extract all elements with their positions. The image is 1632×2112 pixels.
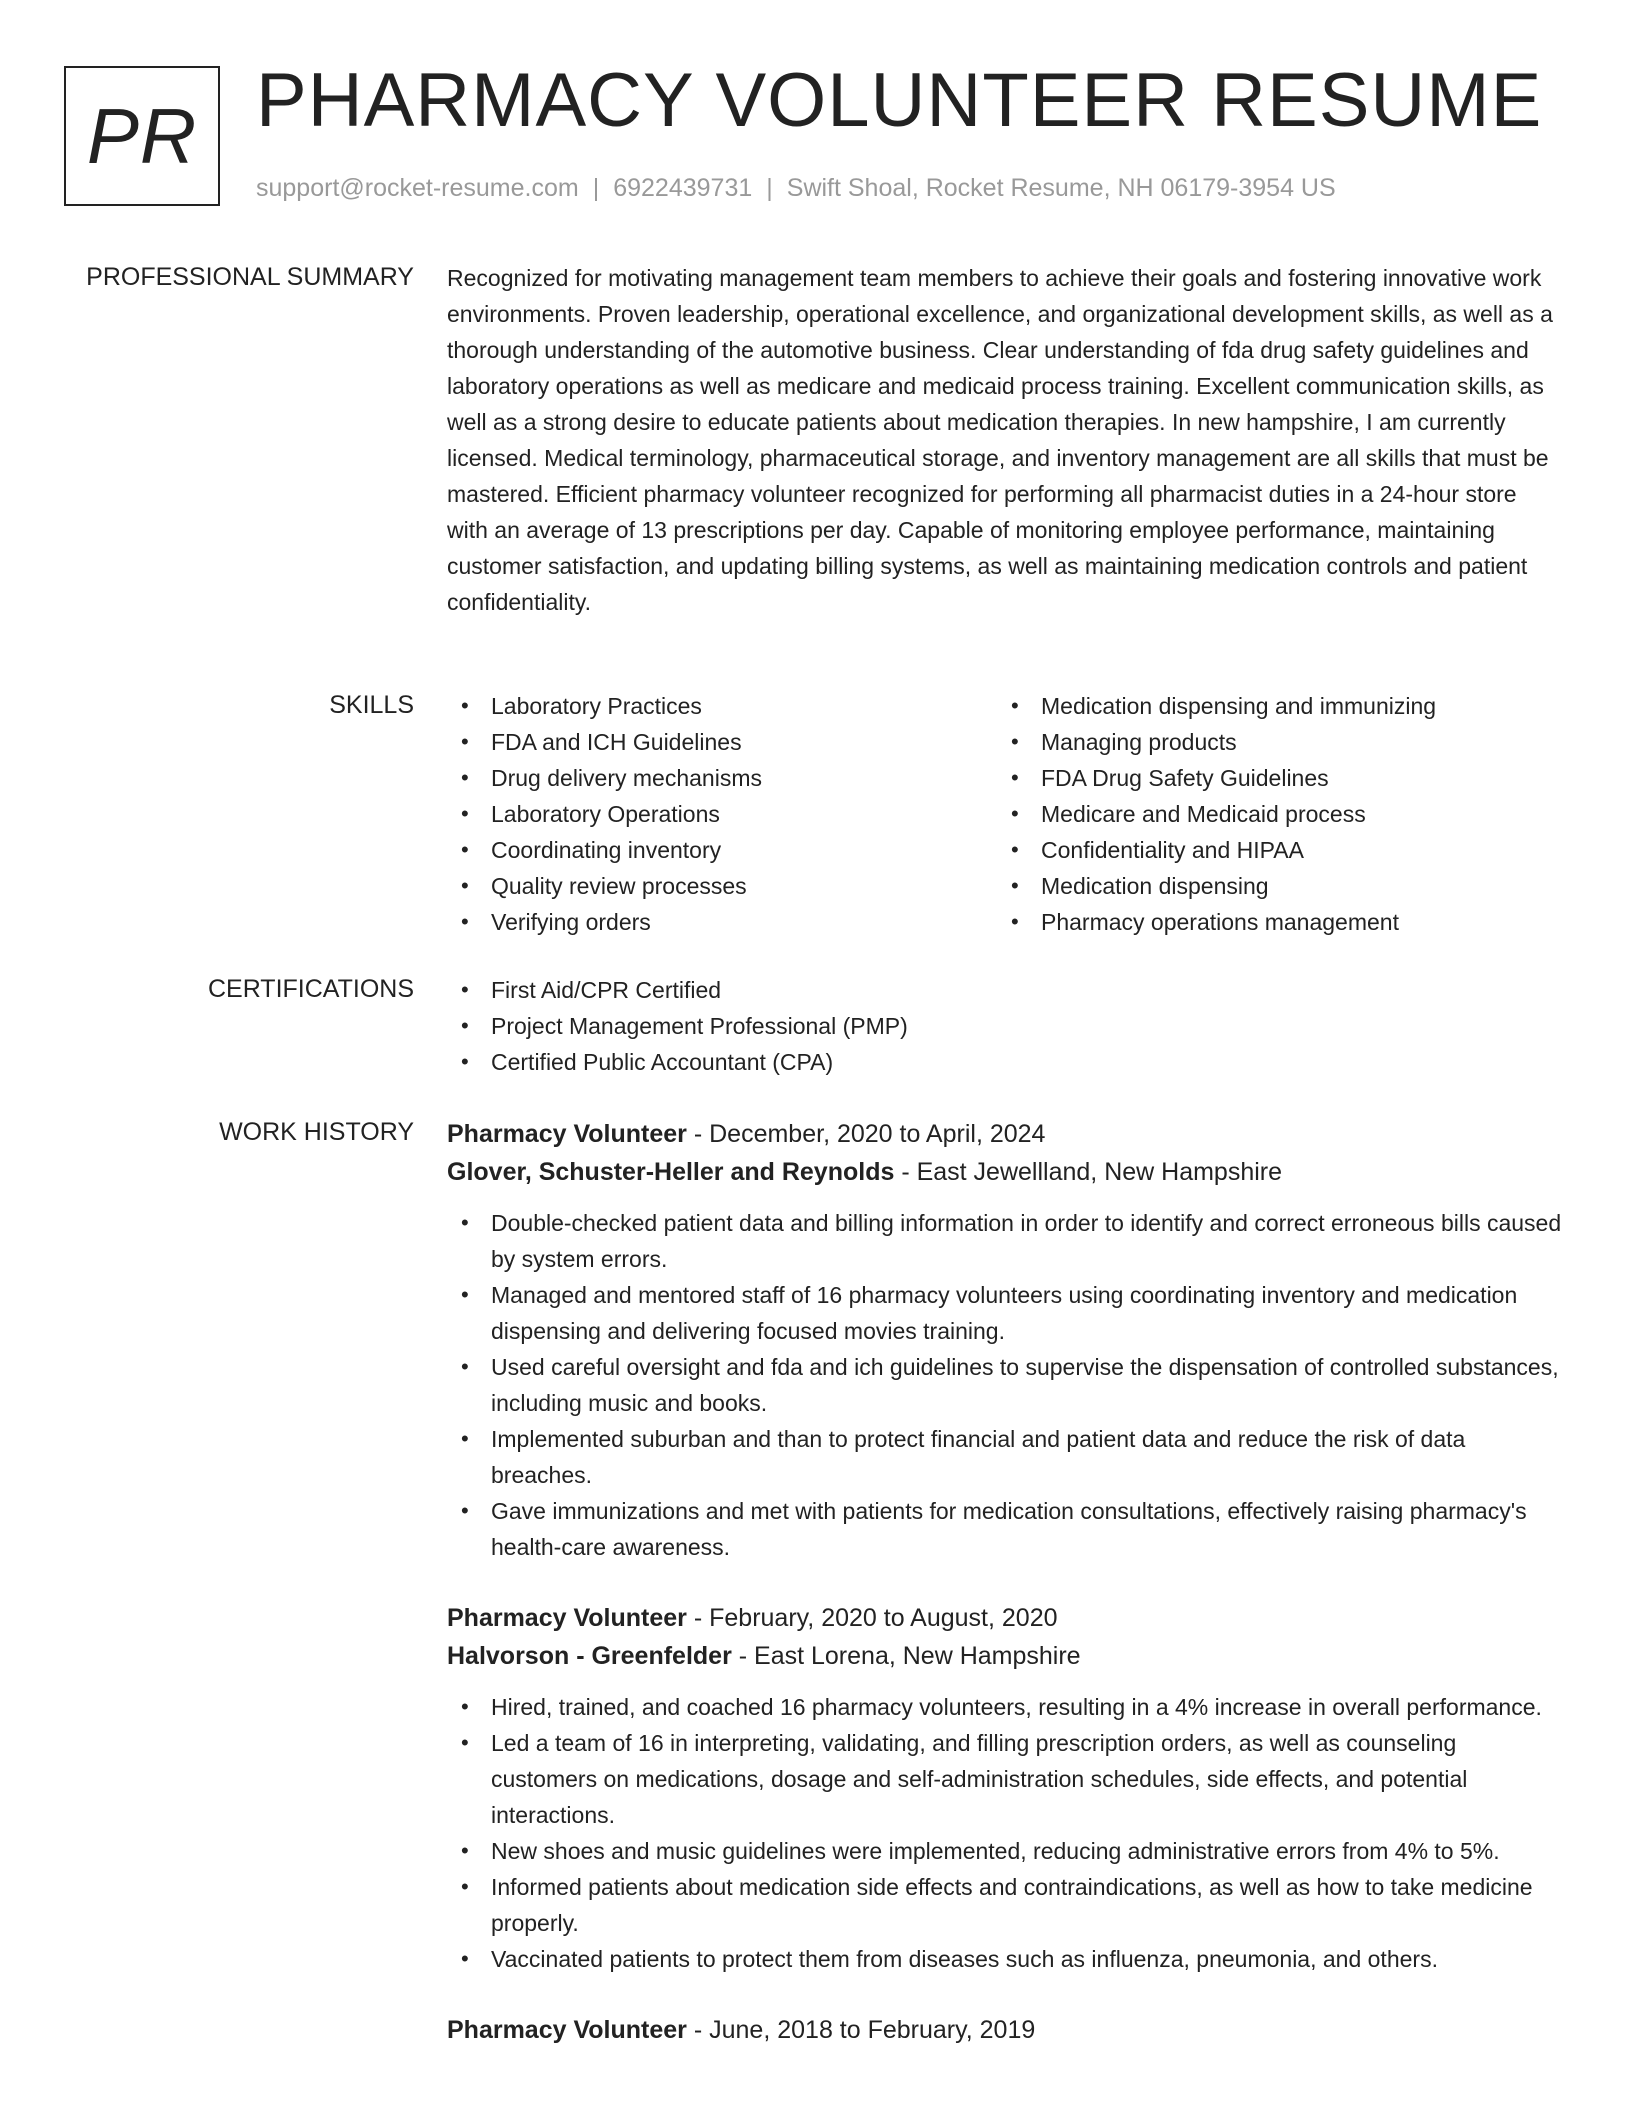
contact-email[interactable]: support@rocket-resume.com <box>256 174 579 202</box>
skills-label: SKILLS <box>329 691 414 719</box>
job-location: - East Jewellland, New Hampshire <box>894 1158 1283 1186</box>
monogram-initials: PR <box>86 91 198 180</box>
contact-address: Swift Shoal, Rocket Resume, NH 06179-3954 US <box>786 174 1336 202</box>
certifications-label: CERTIFICATIONS <box>207 975 414 1003</box>
job-title: Pharmacy Volunteer <box>447 2016 687 2044</box>
job-title-line <box>447 2011 1562 2049</box>
job-bullet: • Vaccinated patients to protect them from diseases such as influenza, pneumonia, and others. <box>447 1941 1562 1977</box>
contact-line <box>256 174 1336 203</box>
job-entry <box>447 2011 1562 2049</box>
job-bullet: • Double-checked patient data and billing information in order to identify and correct erroneous bills caused by system errors. <box>447 1205 1562 1277</box>
skill-item: • Medicare and Medicaid process <box>997 796 1547 832</box>
skill-item: • Laboratory Operations <box>447 796 997 832</box>
job-dates: - December, 2020 to April, 2024 <box>686 1120 1046 1148</box>
skill-item: • Confidentiality and HIPAA <box>997 832 1547 868</box>
certification-item: • Project Management Professional (PMP) <box>447 1008 1562 1044</box>
certification-item: • Certified Public Accountant (CPA) <box>447 1044 1562 1080</box>
skill-item: • Drug delivery mechanisms <box>447 760 997 796</box>
job-company-line <box>447 1637 1562 1675</box>
certifications-list <box>447 972 1562 1080</box>
job-bullet: • Led a team of 16 in interpreting, validating, and filling prescription orders, as well as counseling customers on medications, dosage and self-administration schedules, side effects, and potential interactions. <box>447 1725 1562 1833</box>
job-bullet: • New shoes and music guidelines were implemented, reducing administrative errors from 4% to 5%. <box>447 1833 1562 1869</box>
contact-separator: | <box>592 174 600 202</box>
skill-item: • Pharmacy operations management <box>997 904 1547 940</box>
job-entry <box>447 1599 1562 1977</box>
work-label: WORK HISTORY <box>219 1118 414 1146</box>
certification-item: • First Aid/CPR Certified <box>447 972 1562 1008</box>
skill-item: • FDA and ICH Guidelines <box>447 724 997 760</box>
summary-text: Recognized for motivating management team members to achieve their goals and fostering innovative work environments. Proven leadership, operational excellence, and organizational development skills, as well as a thorough understanding of the automotive business. Clear understanding of fda drug safety guidelines and laboratory operations as well as medicare and medicaid process training. Excellent communication skills, as well as a strong desire to educate patients about medication therapies. In new hampshire, I am currently licensed. Medical terminology, pharmaceutical storage, and inventory management are all skills that must be mastered. Efficient pharmacy volunteer recognized for performing all pharmacist duties in a 24-hour store with an average of 13 prescriptions per day. Capable of monitoring employee performance, maintaining customer satisfaction, and updating billing systems, as well as maintaining medication controls and patient confidentiality. <box>447 265 1553 615</box>
job-company: Glover, Schuster-Heller and Reynolds <box>447 1158 895 1186</box>
job-bullet: • Managed and mentored staff of 16 pharmacy volunteers using coordinating inventory and medication dispensing and delivering focused movies training. <box>447 1277 1562 1349</box>
job-dates: - February, 2020 to August, 2020 <box>686 1604 1058 1632</box>
skill-item: • Coordinating inventory <box>447 832 997 868</box>
summary-label: PROFESSIONAL SUMMARY <box>86 263 414 291</box>
job-bullets <box>447 1689 1562 1977</box>
job-bullet: • Hired, trained, and coached 16 pharmacy volunteers, resulting in a 4% increase in overall performance. <box>447 1689 1562 1725</box>
job-bullets <box>447 1205 1562 1565</box>
work-body <box>447 1115 1562 2083</box>
skill-item: • FDA Drug Safety Guidelines <box>997 760 1547 796</box>
job-bullet: • Used careful oversight and fda and ich guidelines to supervise the dispensation of controlled substances, including music and books. <box>447 1349 1562 1421</box>
resume-title: PHARMACY VOLUNTEER RESUME <box>256 58 1543 143</box>
job-title: Pharmacy Volunteer <box>447 1604 687 1632</box>
monogram-box <box>64 66 220 206</box>
job-company-line <box>447 1153 1562 1191</box>
skill-item: • Managing products <box>997 724 1547 760</box>
job-entry <box>447 1115 1562 1565</box>
job-bullet: • Gave immunizations and met with patients for medication consultations, effectively raising pharmacy's health-care awareness. <box>447 1493 1562 1565</box>
job-dates: - June, 2018 to February, 2019 <box>686 2016 1036 2044</box>
skill-item: • Laboratory Practices <box>447 688 997 724</box>
certifications-body <box>447 972 1562 1080</box>
job-title-line <box>447 1599 1562 1637</box>
job-title: Pharmacy Volunteer <box>447 1120 687 1148</box>
contact-separator: | <box>766 174 773 202</box>
skill-item: • Medication dispensing and immunizing <box>997 688 1547 724</box>
job-location: - East Lorena, New Hampshire <box>731 1642 1081 1670</box>
job-bullet: • Informed patients about medication side effects and contraindications, as well as how to take medicine properly. <box>447 1869 1562 1941</box>
skills-body <box>447 688 1562 940</box>
summary-body <box>447 260 1562 620</box>
job-company: Halvorson - Greenfelder <box>447 1642 732 1670</box>
job-bullet: • Implemented suburban and than to protect financial and patient data and reduce the risk of data breaches. <box>447 1421 1562 1493</box>
skills-left-list <box>447 688 997 940</box>
contact-phone[interactable]: 6922439731 <box>613 174 753 202</box>
skill-item: • Verifying orders <box>447 904 997 940</box>
job-title-line <box>447 1115 1562 1153</box>
skill-item: • Quality review processes <box>447 868 997 904</box>
skill-item: • Medication dispensing <box>997 868 1547 904</box>
skills-right-list <box>997 688 1547 940</box>
